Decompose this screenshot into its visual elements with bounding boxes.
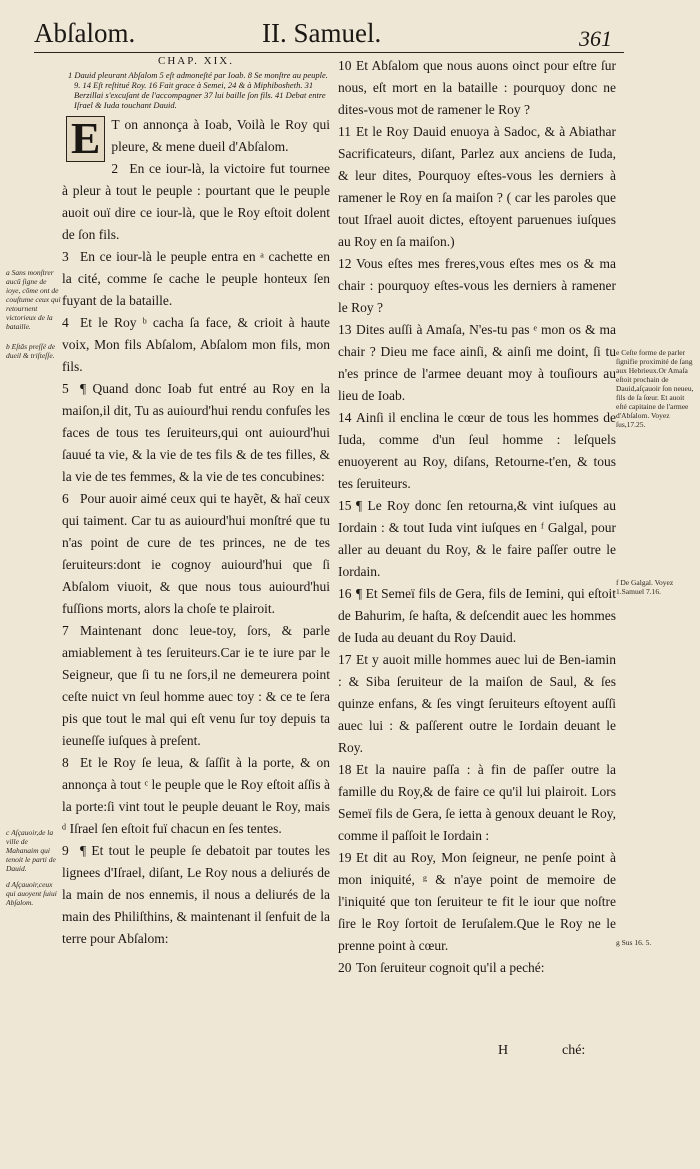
margin-note-c: c Aſçauoir,de la ville de Mahanaim qui tenoit le parti de Dauid. [6, 828, 56, 873]
verse-paragraph [338, 759, 616, 847]
verse-paragraph [62, 312, 330, 378]
chapter-heading: CHAP. XIX. [158, 55, 234, 67]
verse-paragraph [62, 378, 330, 488]
verse-number: 3 [62, 249, 69, 264]
verse-text: Et la nauire paſſa : à fin de paſſer outre la famille du Roy,& de faire ce qu'il lui plairoit. Lors Semeï fils de Gera, ſe ietta à genoux deuant le Roy, comme il paſſoit le Iordain : [338, 762, 616, 843]
verse-text: Et dit au Roy, Mon ſeigneur, ne penſe point à mon iniquité, ᵍ & n'aye point de memoire de l'iniquité que ton ſeruiteur te fit le iour que noſtre ſire le Roy ſortoit de Ieruſalem.Que le Roy ne le prenne point à cœur. [338, 850, 616, 953]
verse-text: Dites auſſi à Amaſa, N'es-tu pas ᵉ mon os & ma chair ? Dieu me face ainſi, & ainſi me doint, ſi tu n'es prince de l'armee deuant moy à touſiours au lieu de Ioab. [338, 322, 616, 403]
verse-text: Et le Roy Dauid enuoya à Sadoc, & à Abiathar Sacrificateurs, diſant, Parlez aux anciens de Iuda, & leur dites, Pourquoy eſtes-vous les derniers à ramener le Roy en ſa maiſon ? ( car les paroles que tout Iſrael auoit dictes, eſtoyent paruenues iuſques au Roy en ſa maiſon.) [338, 124, 616, 249]
verse-number: 5 [62, 381, 69, 396]
drop-cap: E [66, 116, 105, 162]
verse-paragraph [62, 840, 330, 950]
verse-paragraph [62, 752, 330, 840]
verse-text: ¶ Et tout le peuple ſe debatoit par toutes les lignees d'Iſrael, diſant, Le Roy nous a deliurés de la main de nos ennemis, il nous a deliurés de la main des Philiſthins, & maintenant il ſenfuit de la terre pour Abſalom: [62, 843, 330, 946]
verse-paragraph [338, 649, 616, 759]
running-head-left: Abſalom. [34, 18, 136, 48]
verse-number: 10 [338, 58, 352, 73]
verse-number: 4 [62, 315, 69, 330]
verse-text: ¶ Le Roy donc ſen retourna,& vint iuſques au Iordain : & tout Iuda vint iuſques en ᶠ Galgal, pour aller au deuant du Roy, & le faire paſſer outre le Iordain. [338, 498, 616, 579]
verse-text: Et Abſalom que nous auons oinct pour eſtre ſur nous, eſt mort en la bataille : pourquoy donc ne dites-vous mot de ramener le Roy ? [338, 58, 616, 117]
verse-number: 6 [62, 491, 69, 506]
verse-text: Et le Roy ſe leua, & ſaſſit à la porte, & on annonça à tout ᶜ le peuple que le Roy eſtoit aſſis à la porte:ſi vint tout le peuple deuant le Roy, mais ᵈ Iſrael ſen eſtoit fuï chacun en ſes tentes. [62, 755, 330, 836]
signature-mark: H [498, 1043, 509, 1058]
verse-number: 18 [338, 762, 352, 777]
verse-paragraph [338, 253, 616, 319]
verse-text: En ce iour-là, la victoire fut tournee à pleur à tout le peuple : pourtant que le peuple auoit ouï dire ce iour-là, que le Roy eſtoit dolent de ſon fils. [62, 161, 330, 242]
verse-paragraph [62, 488, 330, 620]
verse-number: 16 [338, 586, 352, 601]
verse-text: Pour auoir aimé ceux qui te hayẽt, & haï ceux qui taiment. Car tu as auiourd'hui monſtré que tu n'as point de cure de tes princes, ne de tes ſeruiteurs:dont ie cognoy auiourd'hui que ſi Abſalom viuoit, & que nous tous auiourd'hui fuſſions morts, alors la choſe te plairoit. [62, 491, 330, 616]
verse-paragraph [338, 583, 616, 649]
verse-paragraph [338, 847, 616, 957]
margin-note-g: g Sus 16. 5. [616, 938, 652, 947]
verse-text: Et le Roy ᵇ cacha ſa face, & crioit à haute voix, Mon fils Abſalom, Abſalom mon fils, mon fils. [62, 315, 330, 374]
verse-paragraph [62, 246, 330, 312]
verse-text: ¶ Et Semeï fils de Gera, fils de Iemini, qui eſtoit de Bahurim, ſe haſta, & deſcendit auec les hommes de Iuda au deuant du Roy Dauid. [338, 586, 616, 645]
verse-number: 19 [338, 850, 352, 865]
left-paragraphs [62, 114, 330, 950]
verse-text: ¶ Quand donc Ioab fut entré au Roy en la maiſon,il dit, Tu as auiourd'hui rendu confuſes les faces de tous tes ſeruiteurs,qui ont auiourd'hui ſauué ta vie, & la vie de tes fils & de tes filles, & la vie de tes femmes, & la vie de tes concubines: [62, 381, 330, 484]
right-column [338, 55, 616, 979]
margin-note-a: a Sans monſtrer aucũ ſigne de ioye, cõme ont de couſtume ceux qui retournent victorieux de la bataille. [6, 268, 61, 331]
verse-number: 12 [338, 256, 352, 271]
verse-number: 15 [338, 498, 352, 513]
verse-paragraph [338, 319, 616, 407]
left-column [62, 55, 330, 950]
verse-number: 2 [111, 161, 119, 176]
verse-number: 9 [62, 843, 69, 858]
margin-note-f: f De Galgal. Voyez 1.Samuel 7.16. [616, 578, 674, 596]
running-head-center: II. Samuel. [262, 18, 382, 48]
margin-note-d: d Aſçauoir,ceux qui auoyent ſuiui Abſalom. [6, 880, 57, 907]
verse-number: 11 [338, 124, 351, 139]
verse-text: Maintenant donc leue-toy, ſors, & parle amiablement à tes ſeruiteurs.Car ie te iure par le Seigneur, que ſi tu ne ſors,il ne demeurera point ceſte nuict vn ſeul homme auec toy : & ce te ſera pis que tout le mal qui eſt venu ſur toy depuis ta ieuneſſe iuſques à preſent. [62, 623, 330, 748]
verse-number: 13 [338, 322, 352, 337]
verse-text: Et y auoit mille hommes auec lui de Ben-iamin : & Siba ſeruiteur de la maiſon de Saul, & ſes quinze enfans, & ſes vingt ſeruiteurs eſtoyent auſſi auec lui : & paſſerent outre le Iordain deuant le Roy. [338, 652, 616, 755]
verse-number: 20 [338, 960, 352, 975]
verse-number: 7 [62, 623, 69, 638]
verse-text: Ton ſeruiteur cognoit qu'il a peché: [356, 960, 545, 975]
verse-text: En ce iour-là le peuple entra en ᵃ cachette en la cité, comme ſe cache le peuple honteux ſen fuyant de la bataille. [62, 249, 330, 308]
chapter-summary: 1 Dauid pleurant Abſalom 5 eſt admoneſté par Ioab. 8 Se monſtre au peuple. 9. 14 Eſt reſtitué Roy. 16 Fait grace à Semei, 24 & à Miphibosheth. 31 Berzillai s'excuſant de l'accompagner 37 lui baille ſon fils. 41 Debat entre Iſrael & Iuda touchant Dauid. [68, 70, 328, 110]
verse-paragraph [338, 407, 616, 495]
margin-note-e: e Ceſte forme de parler ſignifie proximité de ſang aux Hebrieux.Or Amaſa eſtoit prochain de Dauid,aſçauoir ſon neueu, fils de ſa ſœur. Et auoit eſté capitaine de l'armee d'Abſalom. Voyez ſus,17.25. [616, 348, 694, 429]
margin-note-b: b Eſtãs preſſé de dueil & triſteſſe. [6, 342, 56, 360]
verse-paragraph [62, 620, 330, 752]
verse-text: Vous eſtes mes freres,vous eſtes mes os & ma chair : pourquoy eſtes-vous les derniers à ramener le Roy ? [338, 256, 616, 315]
header-rule [34, 52, 624, 53]
verse-paragraph [338, 121, 616, 253]
verse-number: 8 [62, 755, 69, 770]
verse-text: T on annonça à Ioab, Voilà le Roy qui pleure, & mene dueil d'Abſalom. [111, 117, 330, 154]
verse-paragraph [338, 957, 616, 979]
verse-paragraph [338, 495, 616, 583]
catchword: ché: [562, 1043, 586, 1058]
verse-text: Ainſi il enclina le cœur de tous les hommes de Iuda, comme d'un ſeul homme : leſquels enuoyerent au Roy, diſans, Retourne-t'en, & tous tes ſeruiteurs. [338, 410, 616, 491]
verse-paragraph [62, 114, 330, 163]
page-number: 361 [579, 26, 612, 51]
verse-number: 14 [338, 410, 352, 425]
verse-number: 17 [338, 652, 352, 667]
verse-paragraph [62, 158, 330, 246]
right-paragraphs [338, 55, 616, 979]
verse-paragraph [338, 55, 616, 121]
